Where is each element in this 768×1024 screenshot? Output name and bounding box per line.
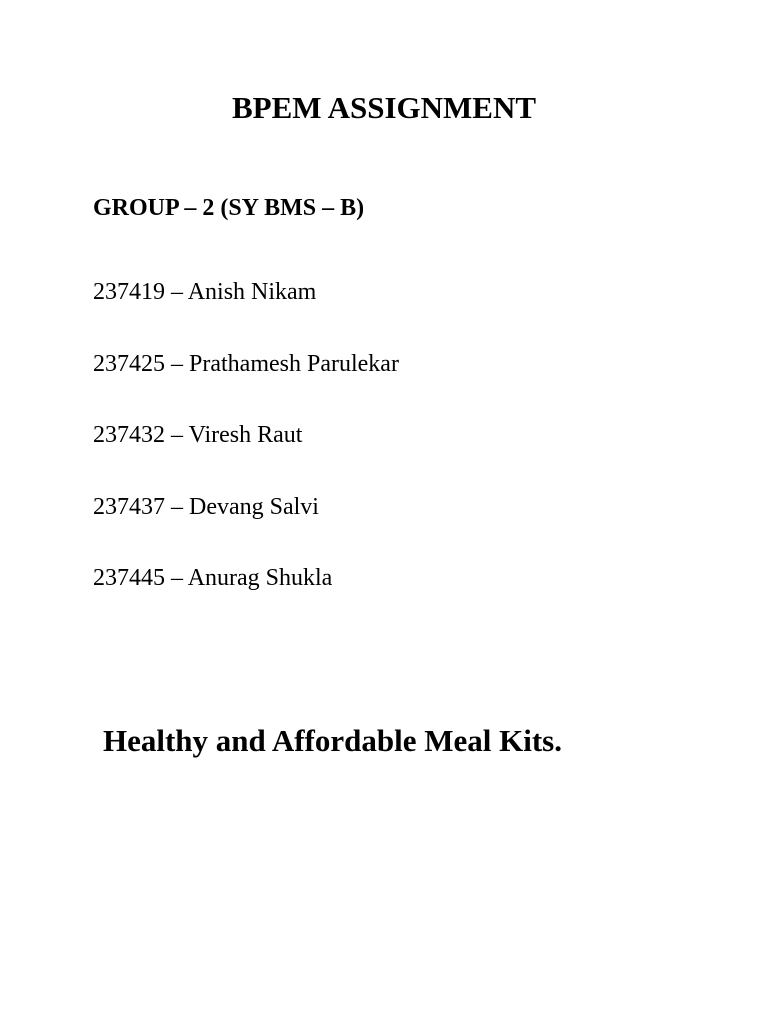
member-id: 237445 [93,565,165,591]
member-list [93,276,399,634]
member-name: Prathamesh Parulekar [189,350,399,377]
page-title: BPEM ASSIGNMENT [231,90,537,125]
member-name: Viresh Raut [188,422,303,448]
list-item [93,276,399,308]
member-separator: – [165,279,188,305]
list-item [93,491,399,523]
member-id: 237432 [93,422,165,448]
group-heading: GROUP – 2 (SY BMS – B) [93,195,365,221]
list-item [93,419,399,451]
list-item [93,562,399,594]
member-separator: – [165,422,189,448]
member-id: 237419 [93,279,165,305]
member-name: Anurag Shukla [187,565,333,591]
member-name: Anish Nikam [187,279,317,305]
member-separator: – [165,350,189,377]
list-item [93,348,399,380]
member-id: 237425 [93,350,165,377]
member-separator: – [165,493,189,520]
member-separator: – [165,565,188,591]
member-id: 237437 [93,493,165,520]
topic-heading: Healthy and Affordable Meal Kits. [103,723,562,758]
member-name: Devang Salvi [189,493,319,520]
